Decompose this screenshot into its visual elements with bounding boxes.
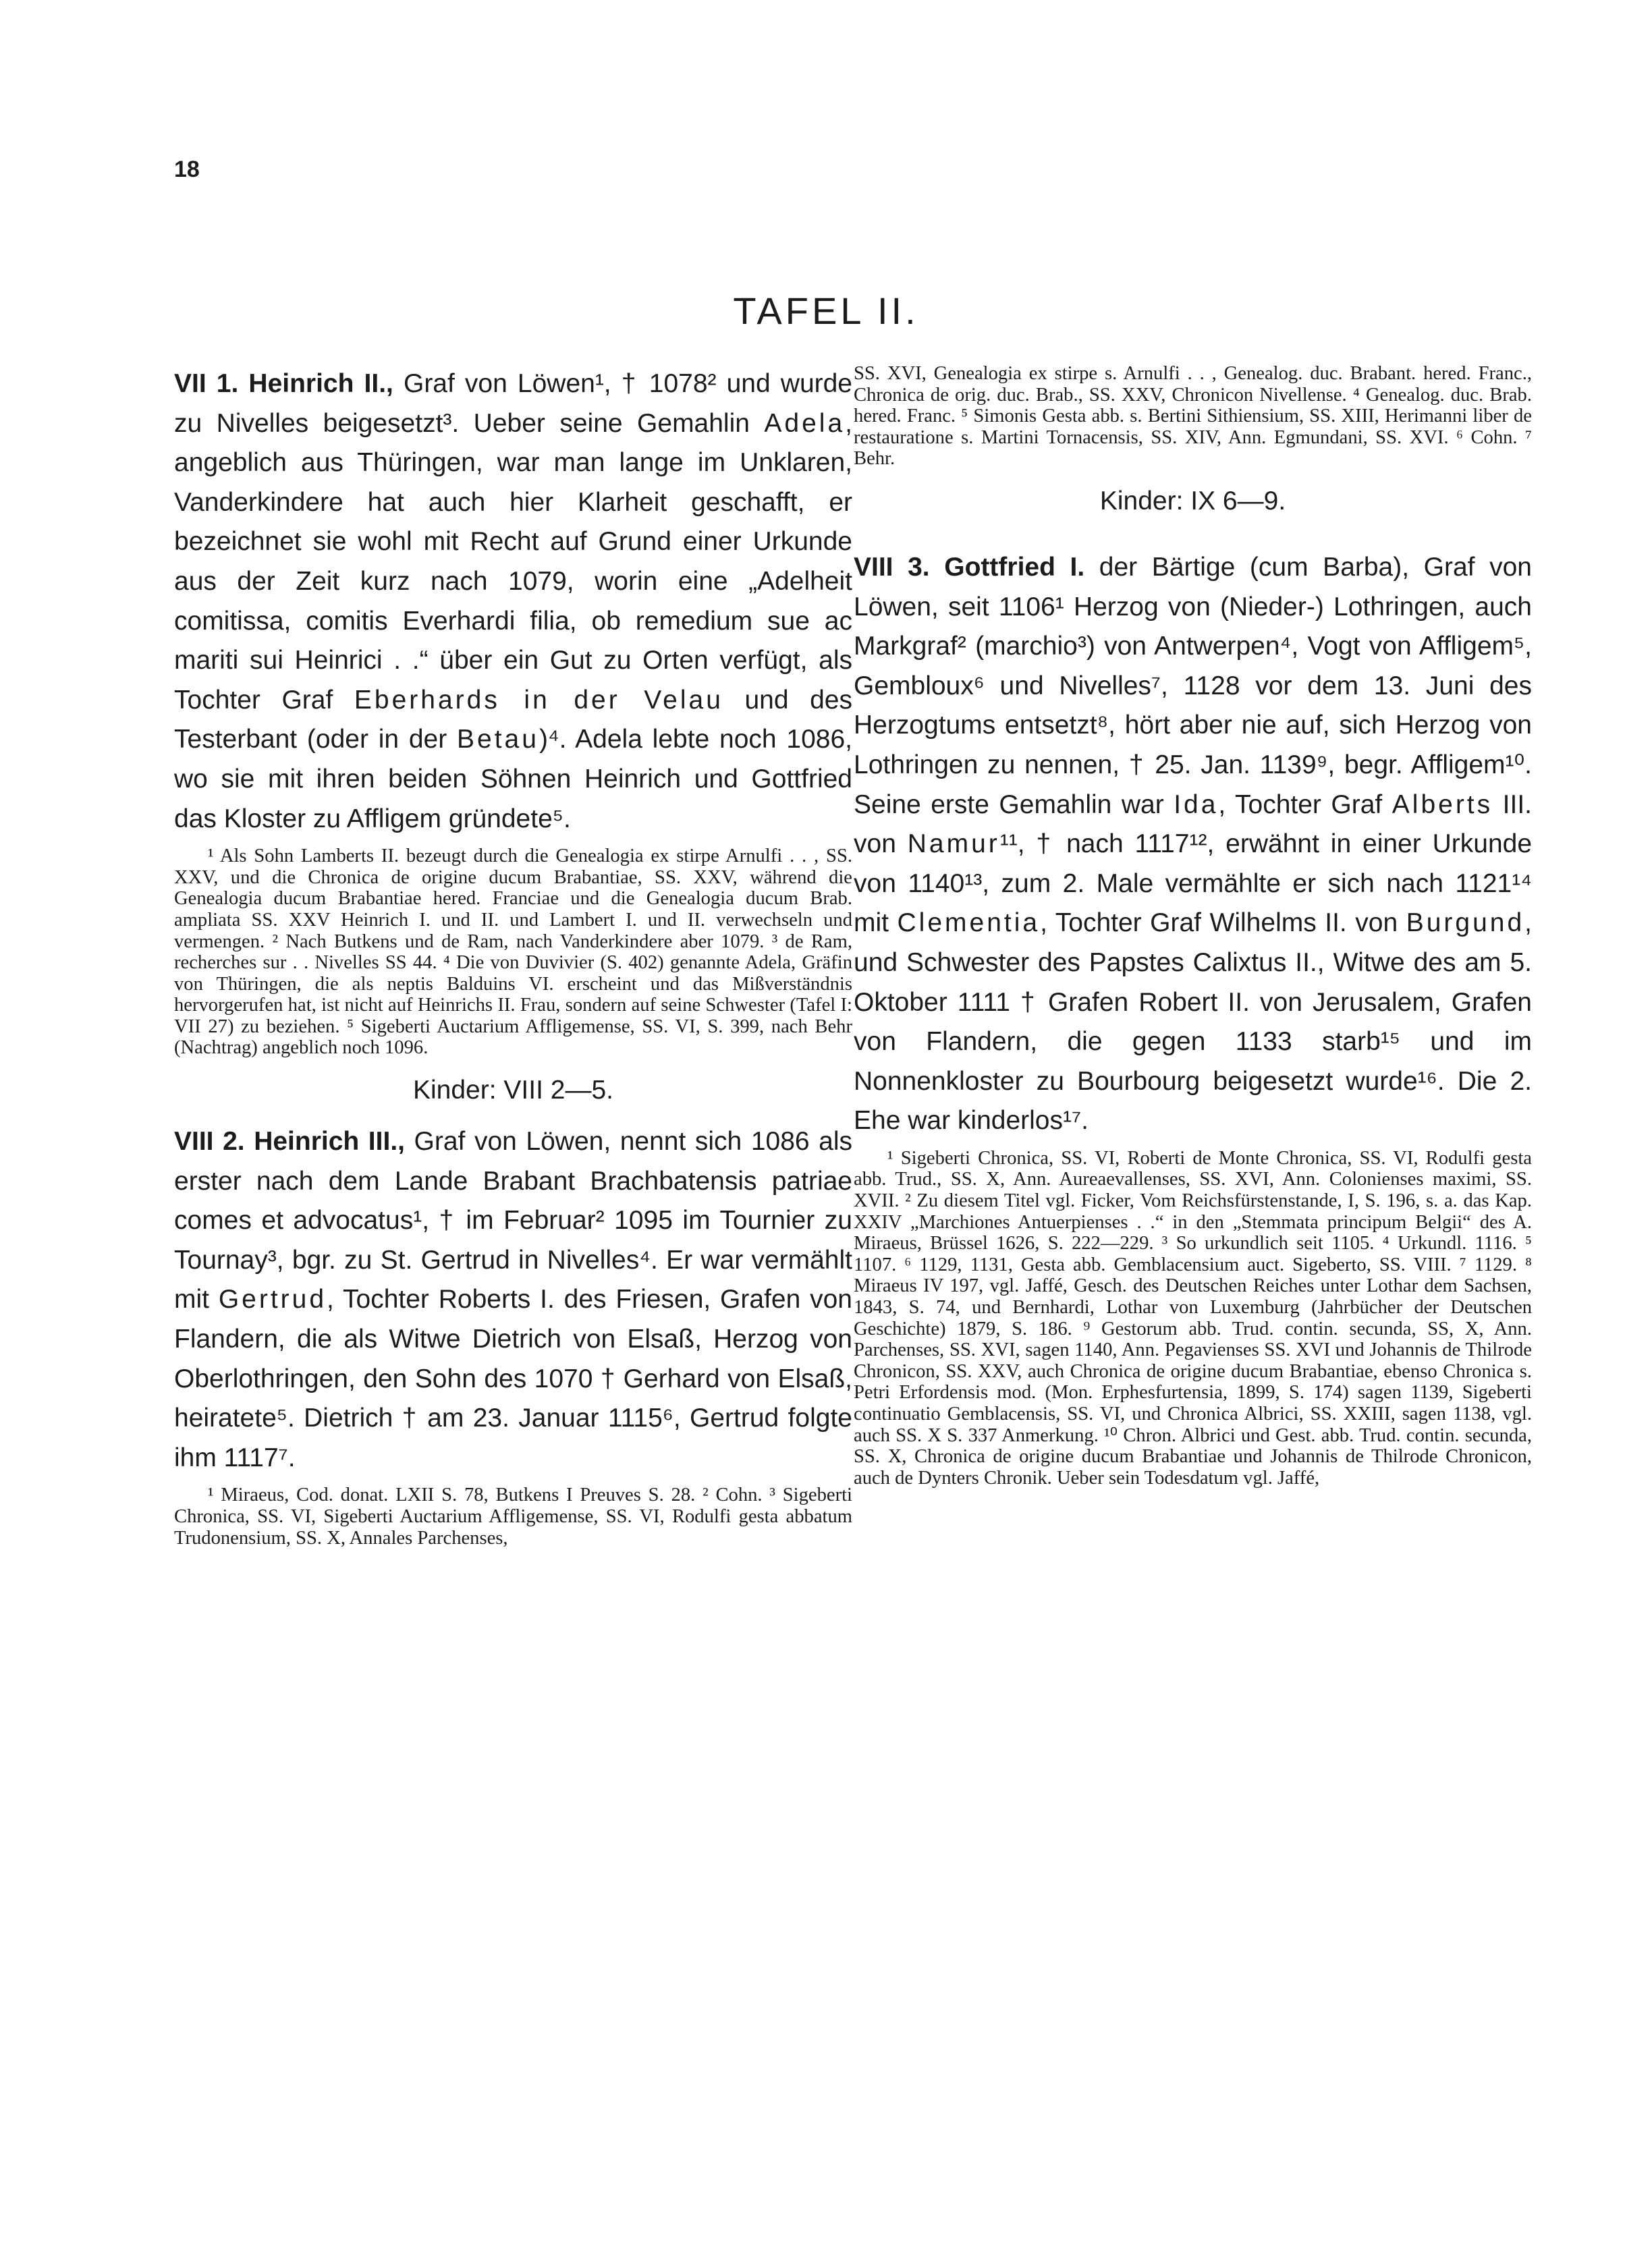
left-column xyxy=(174,364,852,1549)
spaced-name: Eberhards in der Velau xyxy=(354,685,723,715)
spaced-name: Alberts xyxy=(1392,790,1493,819)
spaced-name: Betau xyxy=(457,725,539,754)
footnotes-gottfried-i: ¹ Sigeberti Chronica, SS. VI, Roberti de Monte Chronica, SS. VI, Rodulfi gesta abb. Trud., SS. X, Ann. Aureaevallenses, SS. XVI, Ann. Colonienses maximi, SS. XVII. ² Zu diesem Titel vgl. Ficker, Vom Reichsfürstenstande, I, S. 196, s. a. das Kap. XXIV „Marchiones Antuerpienses . .“ in den „Stemmata principum Belgii“ des A. Miraeus, Brüssel 1626, S. 222—229. ³ So urkundlich seit 1105. ⁴ Urkundl. 1116. ⁵ 1107. ⁶ 1129, 1131, Gesta abb. Gemblacensium auct. Sigeberto, SS. VIII. ⁷ 1129. ⁸ Miraeus IV 197, vgl. Jaffé, Gesch. des Deutschen Reiches unter Lothar dem Sachsen, 1843, S. 74, und Bernhardi, Lothar von Luxemburg (Jahrbücher der Deutschen Geschichte) 1879, S. 186. ⁹ Gestorum abb. Trud. contin. secunda, SS, X, Ann. Parchenses, SS. XVI, sagen 1140, Ann. Pegavienses SS. XVI und Johannis de Thilrode Chronicon, SS. XXV, auch Chronica de origine ducum Brabantiae, ebenso Chronica s. Petri Erfordensis mod. (Mon. Erphesfurtensia, 1899, S. 174) sagen 1139, Sigeberti continuatio Gemblacensis, SS. VI, und Chronica Albrici, SS. XXIII, sagen 1138, vgl. auch SS. X S. 337 Anmerkung. ¹⁰ Chron. Albrici und Gest. abb. Trud. contin. secunda, SS. X, Chronica de origine ducum Brabantiae und Johannis de Thilrode Chronicon, auch de Dynters Chronik. Ueber sein Todesdatum vgl. Jaffé, xyxy=(854,1147,1532,1489)
entry-name: Gottfried I. xyxy=(944,552,1085,582)
entry-text: III. von xyxy=(854,790,1532,859)
entry-text: der Bärtige (cum Barba), Graf von Löwen, seit 1106¹ Herzog von (Nieder-) Lothringen, auch Markgraf² (marchio³) von Antwerpen⁴, Vogt von Affligem⁵, Gembloux⁶ und Nivelles⁷, 1128 vor dem 13. Juni des Herzogtums entsetzt⁸, hört aber nie auf, sich Herzog von Lothringen zu nennen, † 25. Jan. 1139⁹, begr. Affligem¹⁰. Seine erste Gemahlin war xyxy=(854,552,1532,819)
entry-text: , angeblich aus Thüringen, war man lange im Unklaren, Vanderkindere hat auch hier Klarheit geschafft, er bezeichnet sie wohl mit Recht auf Grund einer Urkunde aus der Zeit kurz nach 1079, worin eine „Adelheit comitissa, comitis Everhardi filia, ob remedium sue ac mariti sui Heinrici . .“ über ein Gut zu Orten verfügt, als Tochter Graf xyxy=(174,408,852,715)
spaced-name: Ida xyxy=(1174,790,1219,819)
entry-gottfried-i xyxy=(854,548,1532,1141)
entry-text: , und Schwester des Papstes Calixtus II., Witwe des am 5. Oktober 1111 † Grafen Robert II. von Jerusalem, Grafen von Flandern, die gegen 1133 starb¹⁵ und im Nonnenkloster zu Bourbourg beigesetzt wurde¹⁶. Die 2. Ehe war kinderlos¹⁷. xyxy=(854,908,1532,1136)
entry-text: Graf von Löwen¹, † 1078² und wurde zu Nivelles beigesetzt³. Ueber seine Gemahlin xyxy=(174,369,852,438)
footnotes-heinrich-iii-continued: SS. XVI, Genealogia ex stirpe s. Arnulfi . . , Genealog. duc. Brabant. hered. Franc., Chronica de orig. duc. Brab., SS. XXV, Chronicon Nivellense. ⁴ Genealog. duc. Brab. hered. Franc. ⁵ Simonis Gesta abb. s. Bertini Sithiensium, SS. XIII, Herimanni liber de restauratione s. Martini Tornacensis, SS. XIV, Ann. Egmundani, SS. XVI. ⁶ Cohn. ⁷ Behr. xyxy=(854,363,1532,470)
spacer xyxy=(854,533,1532,548)
entry-heinrich-iii xyxy=(174,1122,852,1478)
right-column xyxy=(854,363,1532,1489)
entry-text: , Tochter Graf Wilhelms II. von xyxy=(1040,908,1406,938)
spaced-name: Burgund xyxy=(1406,908,1525,938)
footnotes-heinrich-iii: ¹ Miraeus, Cod. donat. LXII S. 78, Butkens I Preuves S. 28. ² Cohn. ³ Sigeberti Chronica, SS. VI, Sigeberti Auctarium Affligemense, SS. VI, Rodulfi gesta abbatum Trudonensium, SS. X, Annales Parchenses, xyxy=(174,1485,852,1549)
spaced-name: Adela xyxy=(764,408,846,438)
children-reference: Kinder: IX 6—9. xyxy=(1099,486,1286,516)
entry-name: Heinrich III., xyxy=(254,1127,405,1157)
entry-text: Graf von Löwen, nennt sich 1086 als erster nach dem Lande Brabant Brachbatensis patriae comes et advocatus¹, † im Februar² 1095 im Tournier zu Tournay³, bgr. zu St. Gertrud in Nivelles⁴. Er war vermählt mit xyxy=(174,1127,852,1314)
page-title: TAFEL II. xyxy=(733,289,919,332)
spaced-name: Gertrud xyxy=(218,1285,327,1314)
footnotes-heinrich-ii: ¹ Als Sohn Lamberts II. bezeugt durch die Genealogia ex stirpe Arnulfi . . , SS. XXV, und die Chronica de origine ducum Brabantiae, SS. XXV, während die Genealogia ducum Brabantiae hered. Franciae und die Genealogia ducum Brab. ampliata SS. XXV Heinrich I. und II. und Lambert I. und II. verwechseln und vermengen. ² Nach Butkens und de Ram, nach Vanderkindere aber 1079. ³ de Ram, recherches sur . . Nivelles SS 44. ⁴ Die von Duvivier (S. 402) genannte Adela, Gräfin von Thüringen, die als neptis Balduins VI. erscheint und das Mißverständnis hervorgerufen hat, ist nicht auf Heinrichs II. Frau, sondern auf seine Schwester (Tafel I: VII 27) zu beziehen. ⁵ Sigeberti Auctarium Affligemense, SS. VI, S. 399, nach Behr (Nachtrag) angeblich noch 1096. xyxy=(174,846,852,1059)
entry-text: )⁴. Adela lebte noch 1086, wo sie mit ihren beiden Söhnen Heinrich und Gottfried das Kloster zu Affligem gründete⁵. xyxy=(174,725,852,833)
entry-name: Heinrich II., xyxy=(248,369,393,398)
entry-heinrich-ii xyxy=(174,364,852,839)
entry-number: VIII 3. xyxy=(854,552,930,582)
page-number: 18 xyxy=(174,157,200,182)
entry-text: und des Testerbant (oder in der xyxy=(174,685,852,754)
spaced-name: Namur xyxy=(907,829,1000,859)
entry-text: , Tochter Graf xyxy=(1218,790,1392,819)
children-reference: Kinder: VIII 2—5. xyxy=(413,1076,613,1105)
entry-number: VIII 2. xyxy=(174,1127,245,1157)
entry-text: ¹¹, † nach 1117¹², erwähnt in einer Urkunde von 1140¹³, zum 2. Male vermählte er sich nach 1121¹⁴ mit xyxy=(854,829,1533,938)
entry-text: , Tochter Roberts I. des Friesen, Grafen von Flandern, die als Witwe Dietrich von Elsaß, Herzog von Oberlothringen, den Sohn des 1070 † Gerhard von Elsaß, heiratete⁵. Dietrich † am 23. Januar 1115⁶, Gertrud folgte ihm 1117⁷. xyxy=(174,1285,853,1472)
spaced-name: Clementia xyxy=(897,908,1041,938)
entry-number: VII 1. xyxy=(174,369,239,398)
